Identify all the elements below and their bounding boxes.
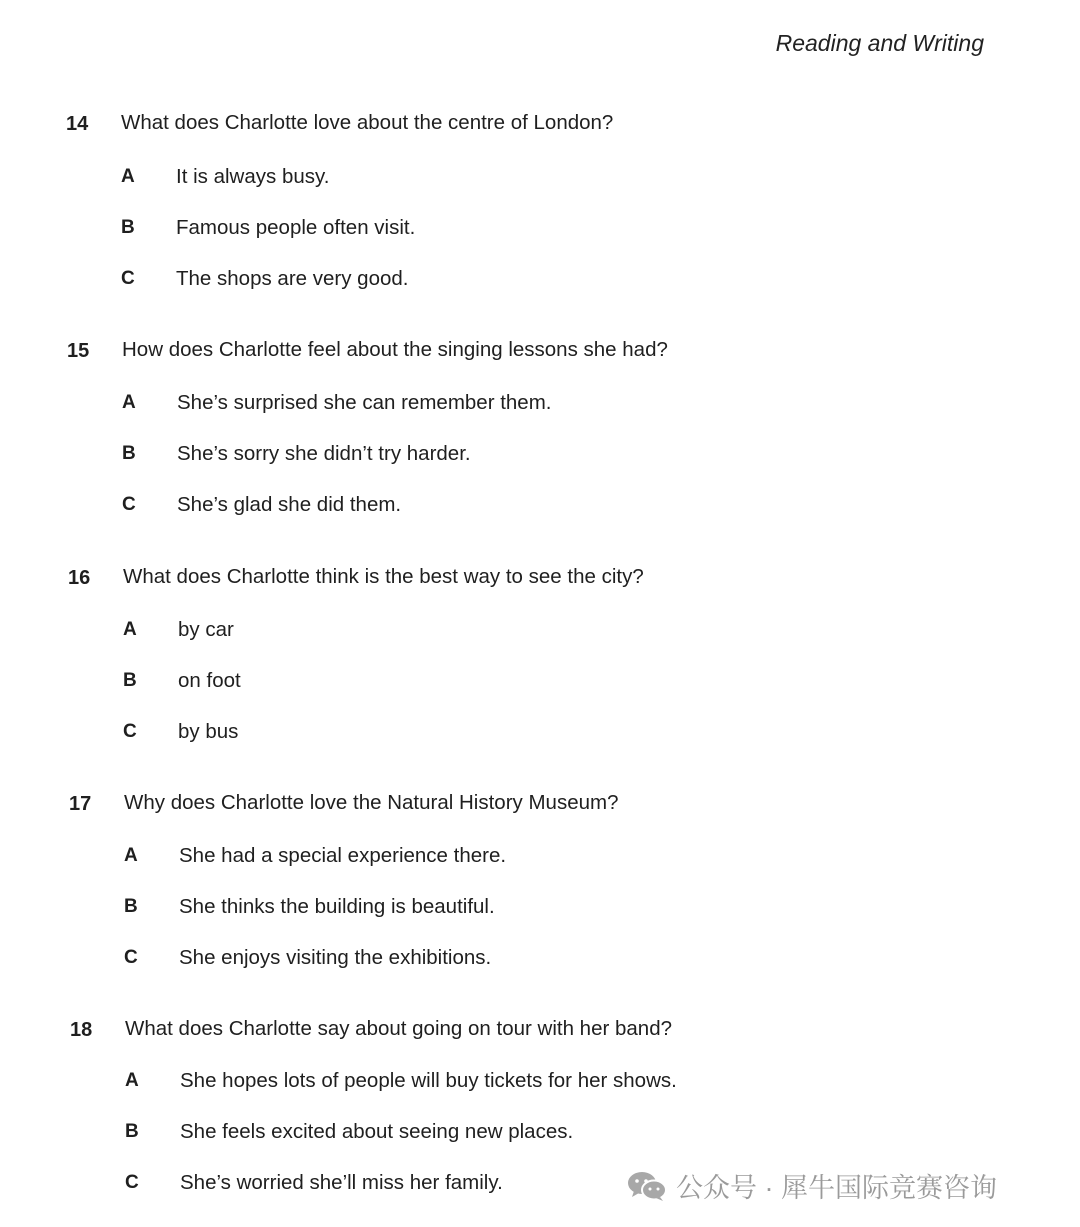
question-number: 17 bbox=[69, 793, 92, 815]
option-letter: C bbox=[122, 494, 136, 515]
option-letter: A bbox=[121, 166, 135, 187]
watermark bbox=[626, 1166, 997, 1205]
option-text: by bus bbox=[178, 720, 239, 743]
question-text: Why does Charlotte love the Natural History Museum? bbox=[124, 791, 619, 814]
option-letter: A bbox=[123, 619, 137, 640]
option-letter: C bbox=[123, 721, 137, 742]
question-text: How does Charlotte feel about the singing lessons she had? bbox=[122, 338, 668, 361]
option-b[interactable] bbox=[2, 670, 1002, 721]
option-text: She’s sorry she didn’t try harder. bbox=[177, 442, 471, 465]
section-title: Reading and Writing bbox=[775, 30, 984, 56]
option-a[interactable] bbox=[3, 845, 1003, 896]
question-15 bbox=[1, 340, 1001, 545]
option-b[interactable] bbox=[4, 1121, 1004, 1172]
question-text: What does Charlotte think is the best way to see the city? bbox=[123, 565, 644, 588]
question-16 bbox=[2, 567, 1002, 772]
option-text: She’s worried she’ll miss her family. bbox=[180, 1171, 503, 1194]
option-text: She’s glad she did them. bbox=[177, 493, 402, 516]
option-letter: C bbox=[121, 268, 135, 289]
option-text: She hopes lots of people will buy tickets for her shows. bbox=[180, 1069, 677, 1092]
option-text: The shops are very good. bbox=[176, 267, 409, 290]
wechat-icon bbox=[626, 1170, 668, 1202]
option-text: She’s surprised she can remember them. bbox=[177, 391, 552, 414]
option-letter: A bbox=[122, 392, 136, 413]
option-letter: C bbox=[125, 1172, 139, 1193]
option-b[interactable] bbox=[1, 443, 1001, 494]
option-letter: A bbox=[125, 1070, 139, 1091]
question-number: 16 bbox=[68, 567, 91, 589]
option-letter: C bbox=[124, 947, 138, 968]
question-14 bbox=[0, 113, 1000, 319]
option-text: She feels excited about seeing new places. bbox=[180, 1120, 574, 1143]
option-c[interactable] bbox=[0, 268, 1000, 319]
option-letter: A bbox=[124, 845, 138, 866]
option-a[interactable] bbox=[1, 392, 1001, 443]
option-text: She had a special experience there. bbox=[179, 844, 507, 867]
option-text: on foot bbox=[178, 669, 241, 692]
option-c[interactable] bbox=[1, 494, 1001, 545]
option-c[interactable] bbox=[2, 721, 1002, 772]
option-text: She thinks the building is beautiful. bbox=[179, 895, 495, 918]
question-17 bbox=[3, 793, 1003, 998]
question-text: What does Charlotte say about going on tour with her band? bbox=[125, 1017, 673, 1040]
option-b[interactable] bbox=[0, 217, 1000, 268]
question-text: What does Charlotte love about the centre of London? bbox=[121, 111, 614, 134]
option-b[interactable] bbox=[3, 896, 1003, 947]
option-letter: B bbox=[121, 217, 135, 238]
option-text: She enjoys visiting the exhibitions. bbox=[179, 946, 492, 969]
option-text: It is always busy. bbox=[176, 165, 330, 188]
question-number: 14 bbox=[66, 113, 89, 135]
option-text: by car bbox=[178, 618, 234, 641]
option-a[interactable] bbox=[2, 619, 1002, 670]
option-letter: B bbox=[123, 670, 137, 691]
option-text: Famous people often visit. bbox=[176, 216, 416, 239]
option-a[interactable] bbox=[0, 166, 1000, 217]
option-c[interactable] bbox=[3, 947, 1003, 998]
option-letter: B bbox=[125, 1121, 139, 1142]
question-number: 18 bbox=[70, 1019, 93, 1041]
option-letter: B bbox=[122, 443, 136, 464]
question-number: 15 bbox=[67, 340, 90, 362]
option-a[interactable] bbox=[4, 1070, 1004, 1121]
watermark-text: 公众号 · 犀牛国际竞赛咨询 bbox=[676, 1173, 997, 1203]
option-letter: B bbox=[124, 896, 138, 917]
